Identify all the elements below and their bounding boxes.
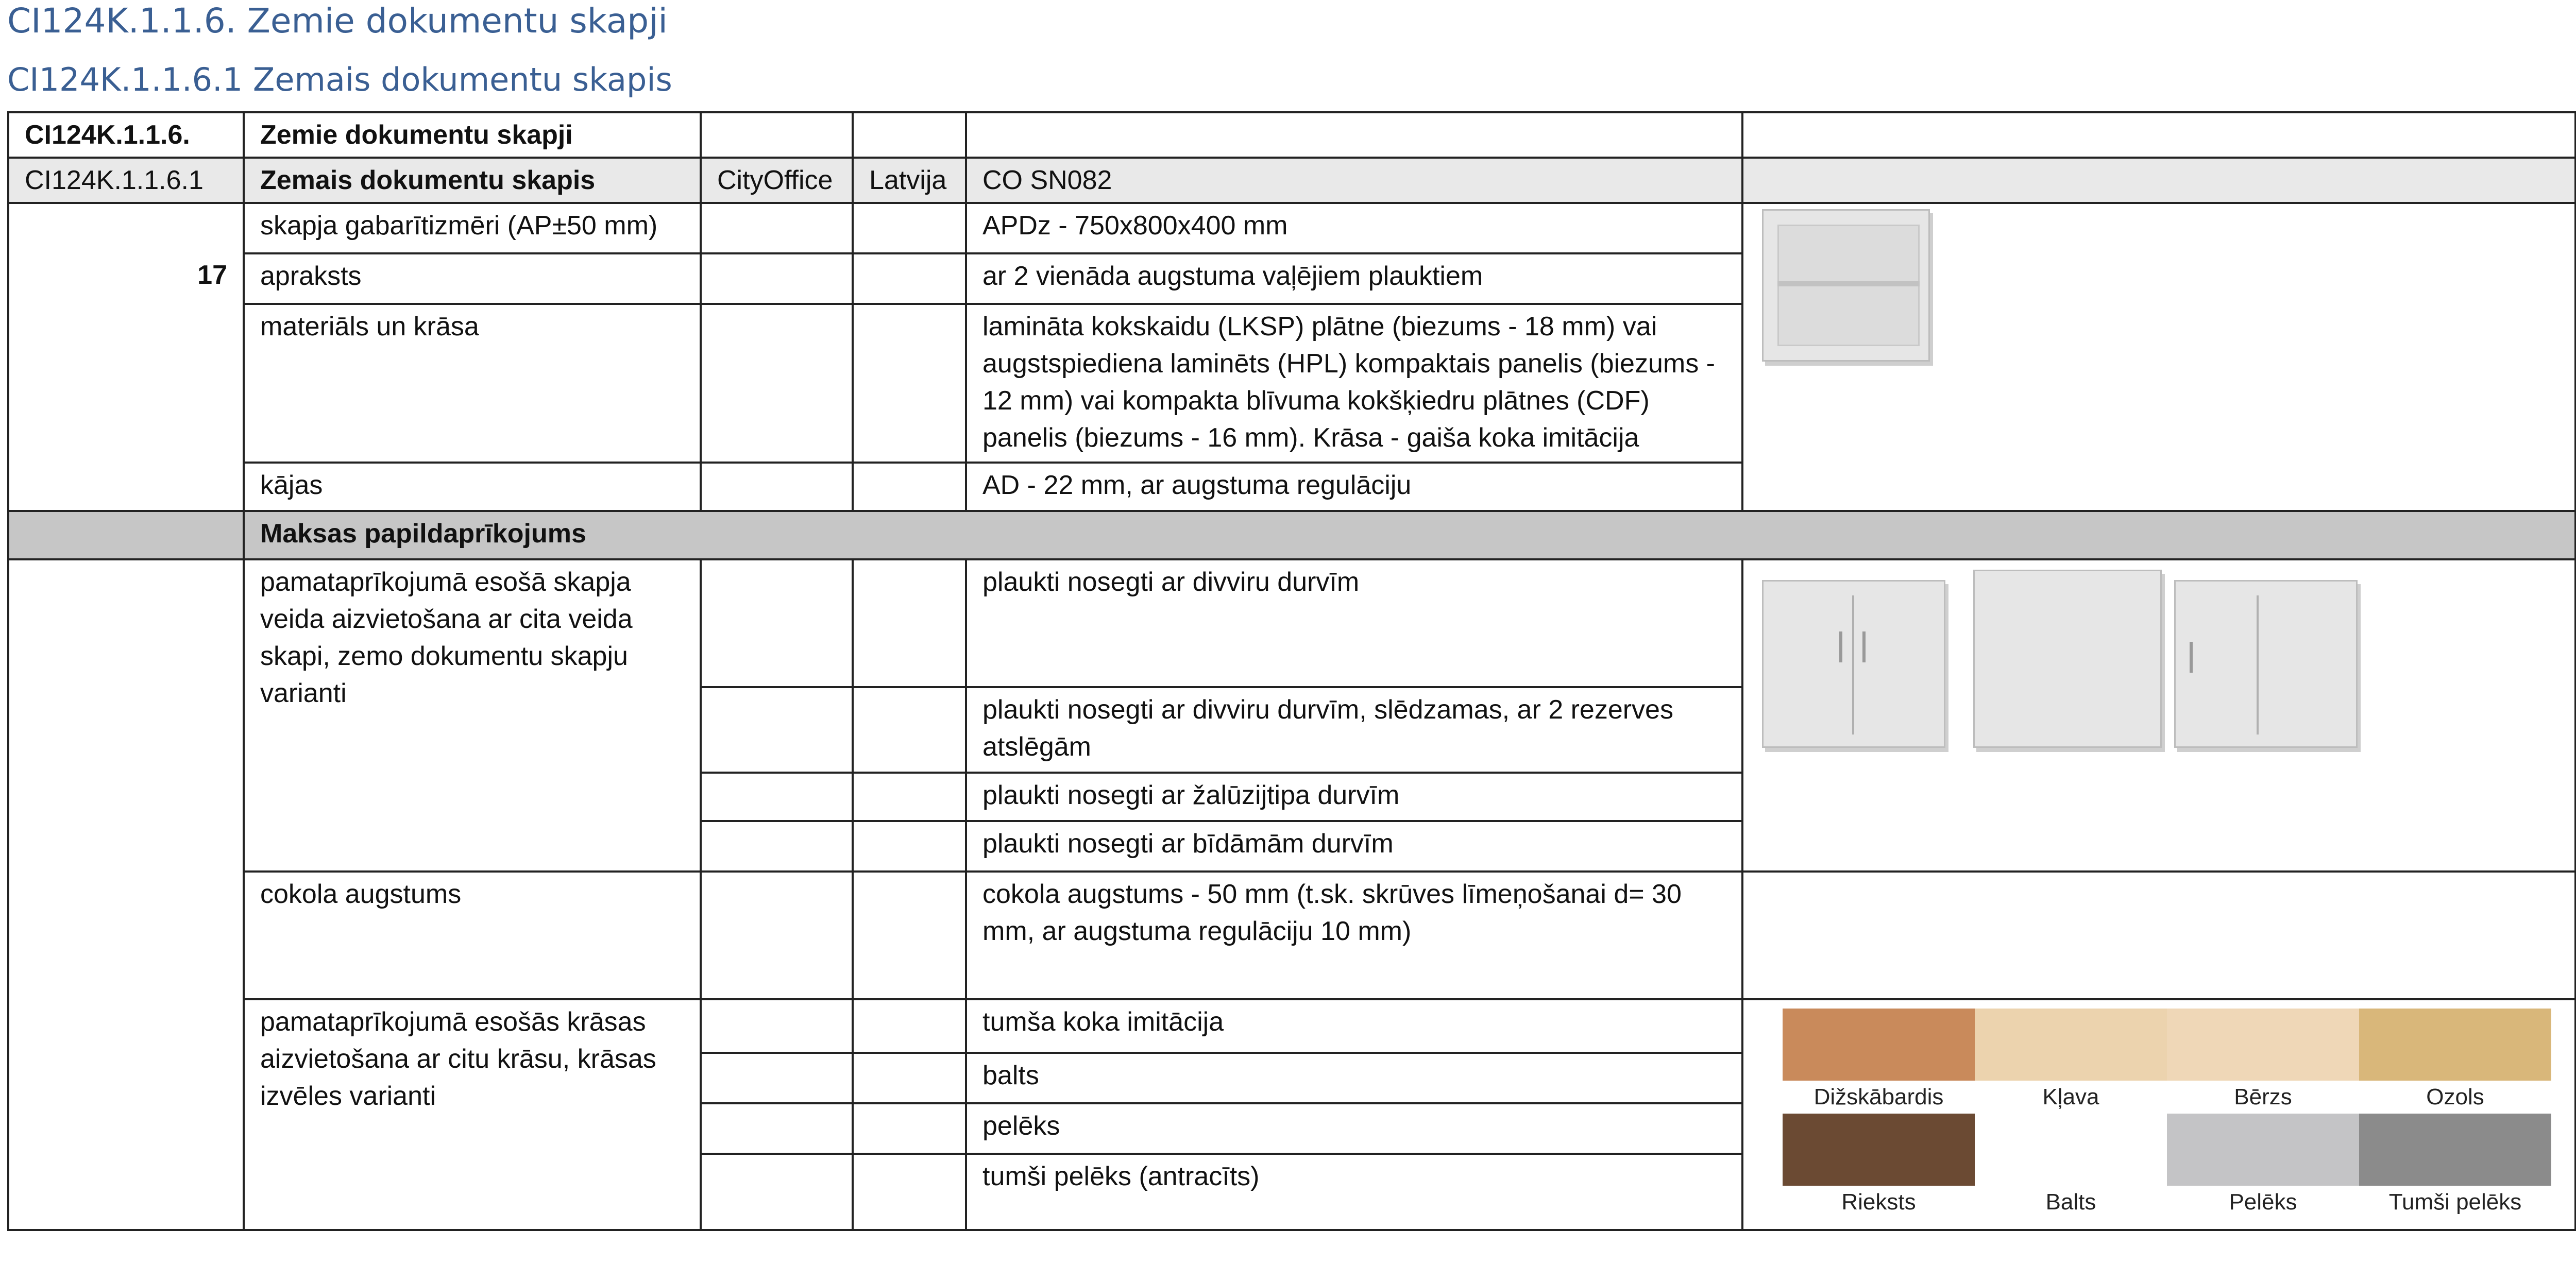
empty-cell	[701, 773, 853, 821]
empty-cell	[8, 463, 244, 511]
swatch-row	[1783, 1009, 2551, 1081]
param-label: materiāls un krāsa	[244, 304, 701, 463]
swatch-label: Kļava	[2042, 1084, 2099, 1109]
swatch-label: Ozols	[2426, 1084, 2484, 1109]
empty-cell	[701, 1053, 853, 1103]
empty-cell	[853, 821, 966, 872]
color-swatch	[2359, 1009, 2551, 1081]
empty-cell	[701, 821, 853, 872]
param-value: lamināta kokskaidu (LKSP) plātne (biezums - 18 mm) vai augstspiediena laminēts (HPL) kompaktais panelis (biezums - 12 mm) vai kompakta blīvuma kokšķiedru plātnes (CDF) panelis (biezums - 16 mm). Krāsa - gaiša koka imitācija	[966, 304, 1742, 463]
param-label: apraksts	[244, 253, 701, 304]
empty-cell	[853, 1103, 966, 1154]
category-code: CI124K.1.1.6.	[8, 112, 244, 158]
swatch-grid	[1783, 1009, 2551, 1219]
empty-cell	[853, 1154, 966, 1230]
closed-cabinets-image	[1742, 559, 2575, 872]
color-swatch	[1975, 1009, 2167, 1081]
empty-cell	[853, 463, 966, 511]
empty-cell	[1742, 872, 2575, 999]
item-code: CI124K.1.1.6.1	[8, 158, 244, 203]
section-heading: CI124K.1.1.6. Zemie dokumentu skapji	[7, 1, 668, 41]
cabinet-illustration	[1762, 209, 1932, 364]
swatch-label: Bērzs	[2234, 1084, 2292, 1109]
option-value: plaukti nosegti ar divviru durvīm	[966, 559, 1742, 687]
section-label: Maksas papildaprīkojums	[244, 511, 2575, 559]
table-row	[8, 999, 2575, 1053]
option-value: pelēks	[966, 1103, 1742, 1154]
empty-cell	[8, 304, 244, 463]
swatch-row	[1783, 1114, 2551, 1186]
option-value: plaukti nosegti ar divviru durvīm, slēdzamas, ar 2 rezerves atslēgām	[966, 687, 1742, 773]
table-row	[8, 872, 2575, 999]
swatch-label-row	[1783, 1081, 2551, 1114]
param-label: cokola augstums	[244, 872, 701, 999]
empty-cell	[701, 1103, 853, 1154]
option-value: tumša koka imitācija	[966, 999, 1742, 1053]
empty-cell	[853, 304, 966, 463]
swatch-label: Pelēks	[2229, 1189, 2297, 1215]
empty-cell	[853, 253, 966, 304]
empty-cell	[1742, 112, 2575, 158]
cabinet-illustration	[1762, 570, 2566, 755]
country: Latvija	[853, 158, 966, 203]
quantity-cell	[8, 203, 244, 253]
color-swatch	[1783, 1009, 1975, 1081]
empty-cell	[853, 1053, 966, 1103]
empty-cell	[853, 559, 966, 687]
empty-cell	[701, 112, 853, 158]
param-value: ar 2 vienāda augstuma vaļējiem plauktiem	[966, 253, 1742, 304]
param-value: AD - 22 mm, ar augstuma regulāciju	[966, 463, 1742, 511]
spec-table	[7, 111, 2576, 1231]
empty-cell	[853, 687, 966, 773]
empty-cell	[853, 203, 966, 253]
empty-cell	[701, 559, 853, 687]
empty-cell	[701, 872, 853, 999]
quantity: 17	[8, 253, 244, 304]
table-row	[8, 511, 2575, 559]
subsection-heading: CI124K.1.1.6.1 Zemais dokumentu skapis	[7, 61, 672, 98]
empty-cell	[853, 872, 966, 999]
color-swatch	[2167, 1009, 2359, 1081]
swatch-label: Balts	[2045, 1189, 2096, 1215]
swatch-label: Tumši pelēks	[2388, 1189, 2522, 1215]
empty-cell	[1742, 158, 2575, 203]
color-swatch	[1783, 1114, 1975, 1186]
param-label: kājas	[244, 463, 701, 511]
empty-cell	[853, 773, 966, 821]
category-name: Zemie dokumentu skapji	[244, 112, 701, 158]
table-row	[8, 203, 2575, 253]
swatch-label: Dižskābardis	[1814, 1084, 1944, 1109]
empty-cell	[701, 687, 853, 773]
table-row	[8, 158, 2575, 203]
empty-cell	[701, 253, 853, 304]
color-swatch	[2167, 1114, 2359, 1186]
option-value: plaukti nosegti ar bīdāmām durvīm	[966, 821, 1742, 872]
color-swatch	[1975, 1114, 2167, 1186]
empty-cell	[701, 463, 853, 511]
model: CO SN082	[966, 158, 1742, 203]
option-value: balts	[966, 1053, 1742, 1103]
open-shelf-cabinet-image	[1742, 203, 2575, 511]
item-name: Zemais dokumentu skapis	[244, 158, 701, 203]
option-value: cokola augstums - 50 mm (t.sk. skrūves līmeņošanai d= 30 mm, ar augstuma regulāciju 10 mm)	[966, 872, 1742, 999]
param-label: skapja gabarītizmēri (AP±50 mm)	[244, 203, 701, 253]
swatch-label-row	[1783, 1186, 2551, 1219]
param-value: APDz - 750x800x400 mm	[966, 203, 1742, 253]
empty-cell	[701, 999, 853, 1053]
empty-cell	[701, 304, 853, 463]
color-swatch	[2359, 1114, 2551, 1186]
param-label: pamataprīkojumā esošās krāsas aizvietošana ar citu krāsu, krāsas izvēles varianti	[244, 999, 701, 1230]
table-row	[8, 112, 2575, 158]
empty-cell	[853, 112, 966, 158]
empty-cell	[8, 511, 244, 559]
swatch-label: Rieksts	[1841, 1189, 1916, 1215]
empty-cell	[966, 112, 1742, 158]
param-label: pamataprīkojumā esošā skapja veida aizvietošana ar cita veida skapi, zemo dokumentu skapju varianti	[244, 559, 701, 872]
empty-cell	[8, 559, 244, 1230]
empty-cell	[701, 1154, 853, 1230]
empty-cell	[701, 203, 853, 253]
brand: CityOffice	[701, 158, 853, 203]
option-value: plaukti nosegti ar žalūzijtipa durvīm	[966, 773, 1742, 821]
color-swatches	[1742, 999, 2575, 1230]
option-value: tumši pelēks (antracīts)	[966, 1154, 1742, 1230]
empty-cell	[853, 999, 966, 1053]
table-row	[8, 559, 2575, 687]
